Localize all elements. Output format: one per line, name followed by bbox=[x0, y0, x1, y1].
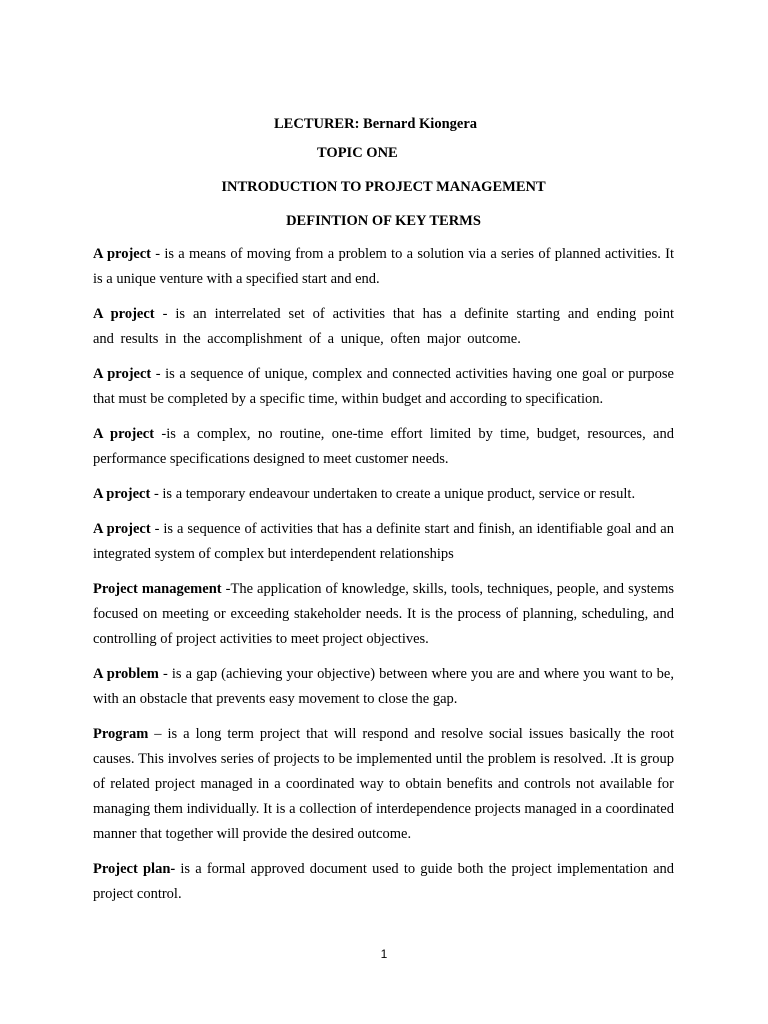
definition-text: - is an interrelated set of activities that has a definite starting and ending point and results in the accomplishment of a unique, often major outcome. bbox=[93, 306, 674, 347]
page-number: 1 bbox=[380, 947, 388, 961]
definition-paragraph bbox=[93, 857, 674, 907]
definition-text: -The application of knowledge, skills, tools, techniques, people, and systems focused on meeting or exceeding stakeholder needs. It is the process of planning, scheduling, and controlling of project activities to meet project objectives. bbox=[93, 581, 674, 647]
definition-text: -is a complex, no routine, one-time effort limited by time, budget, resources, and performance specifications designed to meet customer needs. bbox=[93, 426, 674, 467]
definition-paragraph bbox=[93, 577, 674, 652]
definition-term: A problem bbox=[93, 666, 159, 682]
definition-term: A project bbox=[93, 366, 152, 382]
definition-paragraph bbox=[93, 362, 674, 412]
document-page bbox=[93, 114, 674, 907]
definition-term: A project bbox=[93, 246, 151, 262]
section-heading: DEFINTION OF KEY TERMS bbox=[286, 213, 481, 229]
definition-text: – is a long term project that will respond and resolve social issues basically the root causes. This involves series of projects to be implemented until the problem is resolved. .It is group of related project managed in a coordinated way to obtain benefits and controls not available for managing them individually. It is a collection of interdependence projects managed in a coordinated manner that together will provide the desired outcome. bbox=[93, 726, 674, 842]
definition-term: A project bbox=[93, 486, 151, 502]
definition-text: - is a temporary endeavour undertaken to create a unique product, service or result. bbox=[150, 486, 636, 502]
definition-paragraph bbox=[93, 517, 674, 567]
definition-term: Program bbox=[93, 726, 149, 742]
definition-text: - is a sequence of activities that has a definite start and finish, an identifiable goal and an integrated system of complex but interdependent relationships bbox=[93, 521, 674, 562]
definition-term: Project management bbox=[93, 581, 222, 597]
definition-text: is a formal approved document used to guide both the project implementation and project control. bbox=[93, 861, 675, 902]
definition-text: - is a gap (achieving your objective) between where you are and where you want to be, with an obstacle that prevents easy movement to close the gap. bbox=[93, 666, 674, 707]
definition-term: A project bbox=[93, 306, 155, 322]
definition-term: A project bbox=[93, 521, 151, 537]
definition-paragraph bbox=[93, 722, 674, 847]
definition-text: - is a sequence of unique, complex and connected activities having one goal or purpose that must be completed by a specific time, within budget and according to specification. bbox=[93, 366, 674, 407]
definition-text: - is a means of moving from a problem to a solution via a series of planned activities. It is a unique venture with a specified start and end. bbox=[93, 246, 674, 287]
definition-paragraph bbox=[93, 302, 674, 352]
definition-term: A project bbox=[93, 426, 155, 442]
definition-paragraph bbox=[93, 422, 674, 472]
topic-heading: TOPIC ONE bbox=[317, 145, 398, 161]
definition-term: Project plan- bbox=[93, 861, 176, 877]
lecturer-line: LECTURER: Bernard Kiongera bbox=[274, 116, 477, 132]
definition-paragraph bbox=[93, 242, 674, 292]
definition-paragraph bbox=[93, 482, 674, 507]
definition-paragraph bbox=[93, 662, 674, 712]
document-title: INTRODUCTION TO PROJECT MANAGEMENT bbox=[221, 179, 546, 195]
